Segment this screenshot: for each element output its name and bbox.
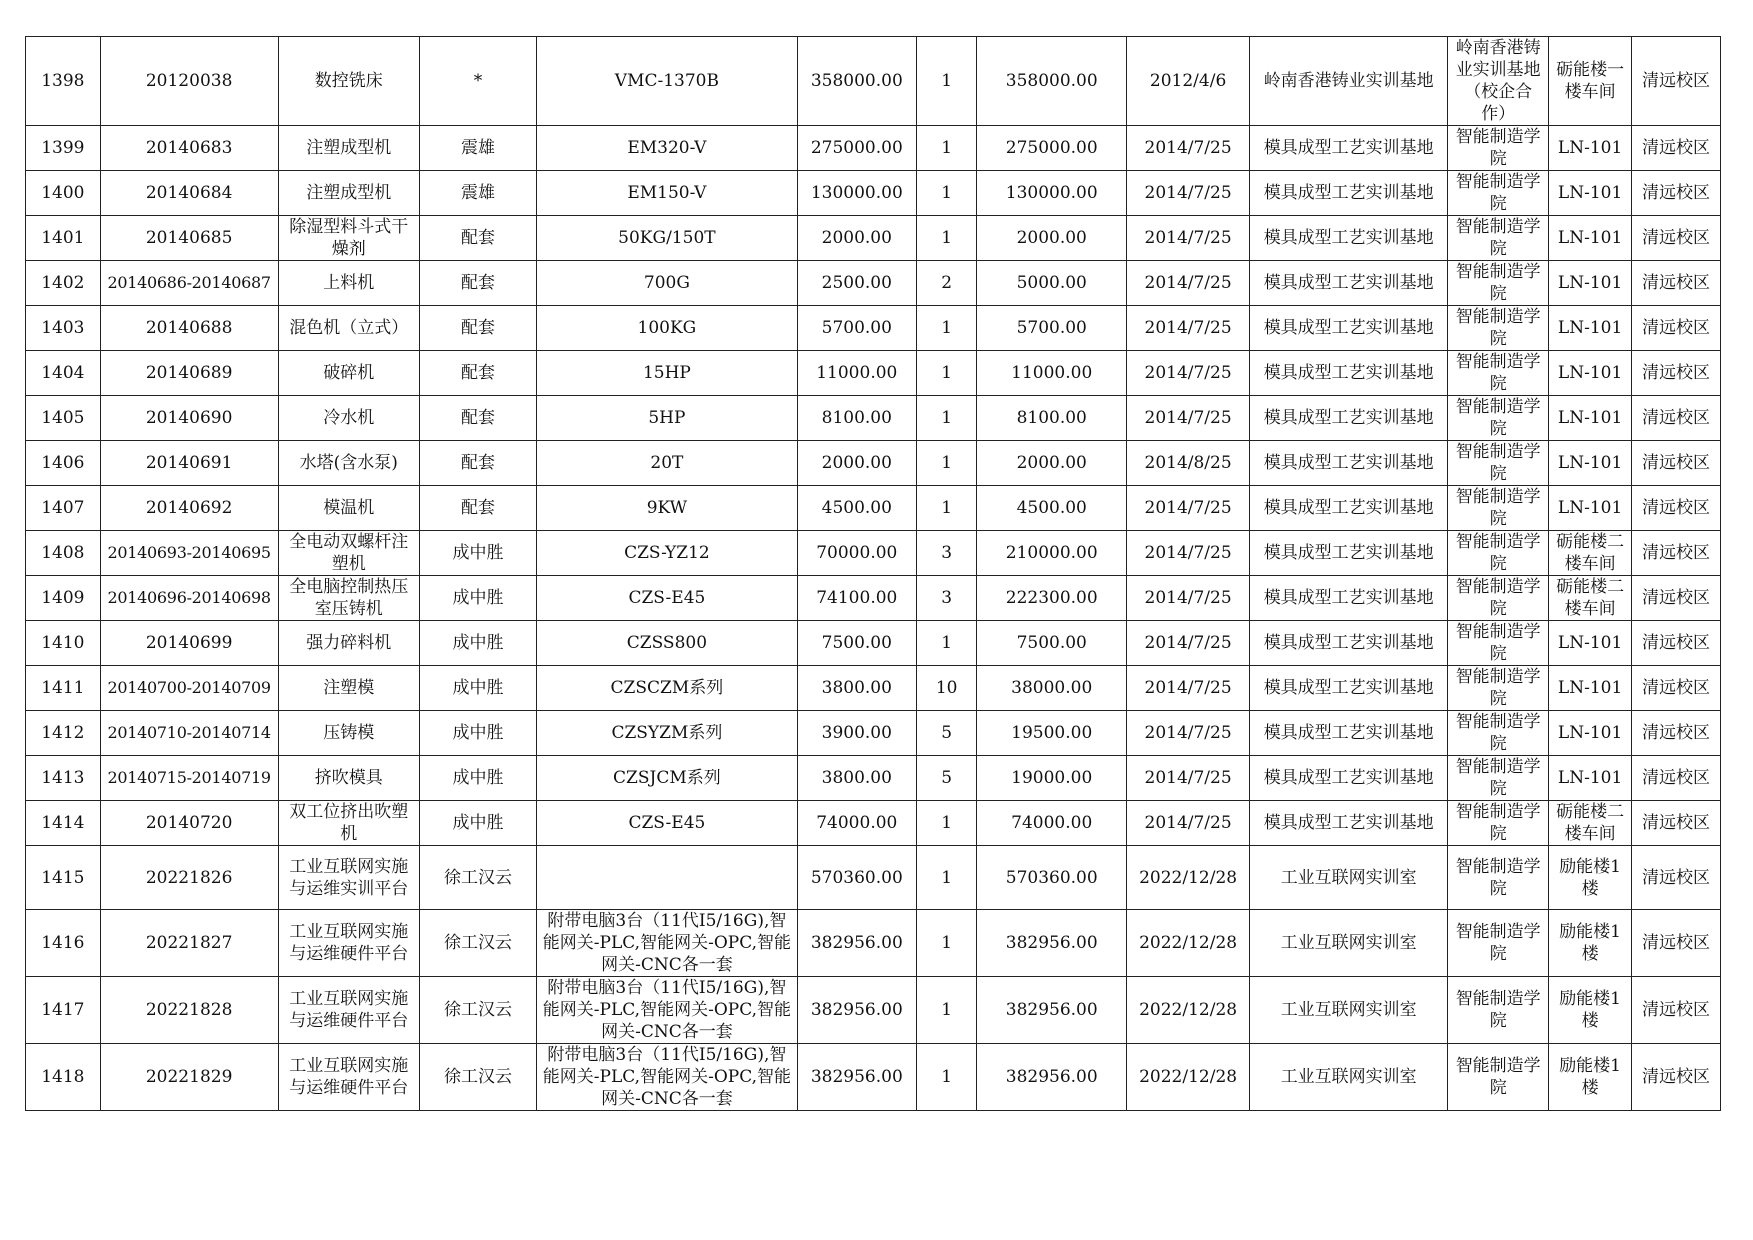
table-row xyxy=(26,261,1721,306)
cell-name: 注塑成型机 xyxy=(278,171,419,216)
cell-total: 382956.00 xyxy=(977,977,1126,1044)
cell-brand: 配套 xyxy=(419,216,536,261)
cell-unit-price: 2000.00 xyxy=(797,216,916,261)
cell-qty: 1 xyxy=(916,441,977,486)
cell-date: 2014/8/25 xyxy=(1126,441,1249,486)
cell-location: LN-101 xyxy=(1549,261,1632,306)
cell-asset-no: 20140685 xyxy=(100,216,278,261)
cell-total: 275000.00 xyxy=(977,126,1126,171)
cell-model: 5HP xyxy=(537,396,798,441)
cell-asset-no: 20221827 xyxy=(100,910,278,977)
cell-unit-price: 5700.00 xyxy=(797,306,916,351)
cell-brand: 震雄 xyxy=(419,126,536,171)
table-row xyxy=(26,441,1721,486)
cell-name: 全电脑控制热压室压铸机 xyxy=(278,576,419,621)
cell-total: 4500.00 xyxy=(977,486,1126,531)
cell-campus: 清远校区 xyxy=(1632,171,1721,216)
cell-name: 工业互联网实施与运维实训平台 xyxy=(278,846,419,910)
cell-brand: 徐工汉云 xyxy=(419,1044,536,1111)
cell-name: 挤吹模具 xyxy=(278,756,419,801)
cell-unit-price: 382956.00 xyxy=(797,977,916,1044)
cell-date: 2014/7/25 xyxy=(1126,666,1249,711)
cell-brand: 徐工汉云 xyxy=(419,846,536,910)
cell-total: 210000.00 xyxy=(977,531,1126,576)
cell-campus: 清远校区 xyxy=(1632,216,1721,261)
cell-lab: 工业互联网实训室 xyxy=(1250,910,1448,977)
cell-date: 2022/12/28 xyxy=(1126,1044,1249,1111)
cell-total: 570360.00 xyxy=(977,846,1126,910)
cell-dept: 智能制造学院 xyxy=(1448,666,1549,711)
cell-seq: 1415 xyxy=(26,846,101,910)
cell-total: 7500.00 xyxy=(977,621,1126,666)
cell-unit-price: 382956.00 xyxy=(797,910,916,977)
cell-seq: 1409 xyxy=(26,576,101,621)
cell-total: 74000.00 xyxy=(977,801,1126,846)
cell-location: LN-101 xyxy=(1549,396,1632,441)
cell-asset-no: 20140689 xyxy=(100,351,278,396)
cell-dept: 智能制造学院 xyxy=(1448,711,1549,756)
cell-brand: 成中胜 xyxy=(419,756,536,801)
cell-seq: 1403 xyxy=(26,306,101,351)
cell-unit-price: 358000.00 xyxy=(797,37,916,126)
cell-qty: 1 xyxy=(916,37,977,126)
cell-qty: 1 xyxy=(916,306,977,351)
cell-model: 9KW xyxy=(537,486,798,531)
cell-dept: 智能制造学院 xyxy=(1448,351,1549,396)
cell-dept: 智能制造学院 xyxy=(1448,171,1549,216)
cell-total: 222300.00 xyxy=(977,576,1126,621)
cell-dept: 智能制造学院 xyxy=(1448,1044,1549,1111)
cell-location: 励能楼1楼 xyxy=(1549,1044,1632,1111)
cell-brand: 徐工汉云 xyxy=(419,910,536,977)
table-row xyxy=(26,756,1721,801)
cell-campus: 清远校区 xyxy=(1632,621,1721,666)
cell-location: LN-101 xyxy=(1549,306,1632,351)
cell-model: 700G xyxy=(537,261,798,306)
cell-seq: 1406 xyxy=(26,441,101,486)
cell-seq: 1414 xyxy=(26,801,101,846)
cell-location: LN-101 xyxy=(1549,216,1632,261)
cell-campus: 清远校区 xyxy=(1632,846,1721,910)
cell-qty: 5 xyxy=(916,711,977,756)
cell-model: 15HP xyxy=(537,351,798,396)
cell-lab: 模具成型工艺实训基地 xyxy=(1250,396,1448,441)
cell-model: 20T xyxy=(537,441,798,486)
cell-date: 2014/7/25 xyxy=(1126,621,1249,666)
cell-lab: 模具成型工艺实训基地 xyxy=(1250,171,1448,216)
cell-unit-price: 570360.00 xyxy=(797,846,916,910)
cell-campus: 清远校区 xyxy=(1632,801,1721,846)
cell-asset-no: 20140720 xyxy=(100,801,278,846)
cell-name: 工业互联网实施与运维硬件平台 xyxy=(278,910,419,977)
table-row xyxy=(26,977,1721,1044)
cell-date: 2014/7/25 xyxy=(1126,351,1249,396)
cell-name: 全电动双螺杆注塑机 xyxy=(278,531,419,576)
cell-unit-price: 3800.00 xyxy=(797,666,916,711)
cell-lab: 模具成型工艺实训基地 xyxy=(1250,666,1448,711)
cell-brand: 配套 xyxy=(419,441,536,486)
cell-model: EM150-V xyxy=(537,171,798,216)
cell-model: CZSJCM系列 xyxy=(537,756,798,801)
cell-model: CZSS800 xyxy=(537,621,798,666)
cell-lab: 模具成型工艺实训基地 xyxy=(1250,261,1448,306)
cell-date: 2014/7/25 xyxy=(1126,126,1249,171)
cell-brand: 成中胜 xyxy=(419,621,536,666)
cell-brand: 徐工汉云 xyxy=(419,977,536,1044)
cell-qty: 2 xyxy=(916,261,977,306)
table-row xyxy=(26,531,1721,576)
cell-seq: 1412 xyxy=(26,711,101,756)
cell-location: 砺能楼二楼车间 xyxy=(1549,531,1632,576)
cell-name: 注塑模 xyxy=(278,666,419,711)
cell-seq: 1410 xyxy=(26,621,101,666)
cell-unit-price: 130000.00 xyxy=(797,171,916,216)
cell-qty: 3 xyxy=(916,531,977,576)
cell-lab: 模具成型工艺实训基地 xyxy=(1250,351,1448,396)
cell-lab: 模具成型工艺实训基地 xyxy=(1250,531,1448,576)
cell-asset-no: 20140691 xyxy=(100,441,278,486)
cell-brand: 成中胜 xyxy=(419,801,536,846)
cell-total: 19000.00 xyxy=(977,756,1126,801)
cell-name: 水塔(含水泵) xyxy=(278,441,419,486)
cell-campus: 清远校区 xyxy=(1632,486,1721,531)
cell-asset-no: 20140690 xyxy=(100,396,278,441)
cell-brand: 成中胜 xyxy=(419,531,536,576)
cell-campus: 清远校区 xyxy=(1632,711,1721,756)
cell-total: 11000.00 xyxy=(977,351,1126,396)
cell-model: CZS-YZ12 xyxy=(537,531,798,576)
cell-model: CZSCZM系列 xyxy=(537,666,798,711)
cell-unit-price: 7500.00 xyxy=(797,621,916,666)
cell-seq: 1416 xyxy=(26,910,101,977)
cell-seq: 1407 xyxy=(26,486,101,531)
cell-total: 5700.00 xyxy=(977,306,1126,351)
cell-location: 砺能楼二楼车间 xyxy=(1549,576,1632,621)
cell-asset-no: 20140696-20140698 xyxy=(100,576,278,621)
cell-brand: 配套 xyxy=(419,396,536,441)
cell-lab: 模具成型工艺实训基地 xyxy=(1250,801,1448,846)
cell-lab: 模具成型工艺实训基地 xyxy=(1250,711,1448,756)
cell-campus: 清远校区 xyxy=(1632,396,1721,441)
cell-unit-price: 275000.00 xyxy=(797,126,916,171)
cell-location: 励能楼1楼 xyxy=(1549,910,1632,977)
cell-total: 358000.00 xyxy=(977,37,1126,126)
table-row xyxy=(26,801,1721,846)
cell-qty: 1 xyxy=(916,351,977,396)
cell-lab: 模具成型工艺实训基地 xyxy=(1250,756,1448,801)
cell-campus: 清远校区 xyxy=(1632,1044,1721,1111)
cell-date: 2014/7/25 xyxy=(1126,261,1249,306)
cell-dept: 智能制造学院 xyxy=(1448,441,1549,486)
cell-asset-no: 20140693-20140695 xyxy=(100,531,278,576)
cell-unit-price: 11000.00 xyxy=(797,351,916,396)
cell-dept: 智能制造学院 xyxy=(1448,846,1549,910)
cell-name: 工业互联网实施与运维硬件平台 xyxy=(278,1044,419,1111)
cell-total: 5000.00 xyxy=(977,261,1126,306)
cell-qty: 3 xyxy=(916,576,977,621)
cell-campus: 清远校区 xyxy=(1632,126,1721,171)
cell-asset-no: 20140700-20140709 xyxy=(100,666,278,711)
cell-dept: 智能制造学院 xyxy=(1448,216,1549,261)
cell-seq: 1417 xyxy=(26,977,101,1044)
cell-qty: 1 xyxy=(916,910,977,977)
table-row xyxy=(26,576,1721,621)
cell-dept: 智能制造学院 xyxy=(1448,576,1549,621)
cell-asset-no: 20221829 xyxy=(100,1044,278,1111)
cell-asset-no: 20221826 xyxy=(100,846,278,910)
cell-location: 励能楼1楼 xyxy=(1549,846,1632,910)
table-row xyxy=(26,396,1721,441)
table-row xyxy=(26,846,1721,910)
cell-qty: 1 xyxy=(916,126,977,171)
cell-lab: 模具成型工艺实训基地 xyxy=(1250,621,1448,666)
cell-name: 压铸模 xyxy=(278,711,419,756)
cell-seq: 1418 xyxy=(26,1044,101,1111)
cell-campus: 清远校区 xyxy=(1632,977,1721,1044)
cell-lab: 岭南香港铸业实训基地 xyxy=(1250,37,1448,126)
table-row xyxy=(26,126,1721,171)
table-row xyxy=(26,37,1721,126)
cell-total: 2000.00 xyxy=(977,441,1126,486)
cell-campus: 清远校区 xyxy=(1632,351,1721,396)
table-row xyxy=(26,666,1721,711)
cell-brand: 配套 xyxy=(419,306,536,351)
cell-qty: 1 xyxy=(916,1044,977,1111)
cell-location: LN-101 xyxy=(1549,711,1632,756)
cell-model: CZSYZM系列 xyxy=(537,711,798,756)
cell-date: 2012/4/6 xyxy=(1126,37,1249,126)
cell-lab: 工业互联网实训室 xyxy=(1250,1044,1448,1111)
cell-seq: 1400 xyxy=(26,171,101,216)
cell-unit-price: 74100.00 xyxy=(797,576,916,621)
cell-qty: 1 xyxy=(916,621,977,666)
cell-total: 38000.00 xyxy=(977,666,1126,711)
cell-lab: 模具成型工艺实训基地 xyxy=(1250,306,1448,351)
cell-model: 附带电脑3台（11代I5/16G),智能网关-PLC,智能网关-OPC,智能网关-CNC各一套 xyxy=(537,977,798,1044)
cell-name: 冷水机 xyxy=(278,396,419,441)
cell-name: 除湿型料斗式干燥剂 xyxy=(278,216,419,261)
cell-asset-no: 20140684 xyxy=(100,171,278,216)
cell-model: EM320-V xyxy=(537,126,798,171)
table-row xyxy=(26,486,1721,531)
cell-total: 382956.00 xyxy=(977,1044,1126,1111)
cell-asset-no: 20120038 xyxy=(100,37,278,126)
cell-asset-no: 20140686-20140687 xyxy=(100,261,278,306)
cell-brand: 配套 xyxy=(419,261,536,306)
cell-model: 100KG xyxy=(537,306,798,351)
cell-dept: 岭南香港铸业实训基地（校企合作） xyxy=(1448,37,1549,126)
cell-dept: 智能制造学院 xyxy=(1448,621,1549,666)
cell-date: 2014/7/25 xyxy=(1126,486,1249,531)
cell-model: CZS-E45 xyxy=(537,576,798,621)
cell-name: 混色机（立式） xyxy=(278,306,419,351)
cell-unit-price: 3800.00 xyxy=(797,756,916,801)
cell-date: 2014/7/25 xyxy=(1126,306,1249,351)
cell-asset-no: 20140688 xyxy=(100,306,278,351)
cell-lab: 模具成型工艺实训基地 xyxy=(1250,126,1448,171)
cell-name: 模温机 xyxy=(278,486,419,531)
cell-unit-price: 70000.00 xyxy=(797,531,916,576)
cell-model: CZS-E45 xyxy=(537,801,798,846)
cell-campus: 清远校区 xyxy=(1632,37,1721,126)
cell-seq: 1401 xyxy=(26,216,101,261)
cell-lab: 工业互联网实训室 xyxy=(1250,846,1448,910)
cell-location: LN-101 xyxy=(1549,171,1632,216)
cell-name: 注塑成型机 xyxy=(278,126,419,171)
cell-qty: 10 xyxy=(916,666,977,711)
cell-dept: 智能制造学院 xyxy=(1448,756,1549,801)
cell-lab: 模具成型工艺实训基地 xyxy=(1250,441,1448,486)
cell-lab: 工业互联网实训室 xyxy=(1250,977,1448,1044)
cell-location: LN-101 xyxy=(1549,126,1632,171)
table-row xyxy=(26,621,1721,666)
cell-seq: 1399 xyxy=(26,126,101,171)
cell-seq: 1408 xyxy=(26,531,101,576)
cell-name: 数控铣床 xyxy=(278,37,419,126)
cell-name: 工业互联网实施与运维硬件平台 xyxy=(278,977,419,1044)
cell-asset-no: 20140710-20140714 xyxy=(100,711,278,756)
cell-location: LN-101 xyxy=(1549,486,1632,531)
table-row xyxy=(26,216,1721,261)
cell-date: 2022/12/28 xyxy=(1126,846,1249,910)
cell-unit-price: 2000.00 xyxy=(797,441,916,486)
cell-campus: 清远校区 xyxy=(1632,666,1721,711)
cell-qty: 1 xyxy=(916,801,977,846)
cell-seq: 1398 xyxy=(26,37,101,126)
cell-brand: 成中胜 xyxy=(419,666,536,711)
cell-total: 382956.00 xyxy=(977,910,1126,977)
cell-location: LN-101 xyxy=(1549,351,1632,396)
cell-unit-price: 382956.00 xyxy=(797,1044,916,1111)
cell-lab: 模具成型工艺实训基地 xyxy=(1250,216,1448,261)
cell-asset-no: 20221828 xyxy=(100,977,278,1044)
cell-seq: 1404 xyxy=(26,351,101,396)
cell-campus: 清远校区 xyxy=(1632,910,1721,977)
cell-model: 50KG/150T xyxy=(537,216,798,261)
cell-campus: 清远校区 xyxy=(1632,531,1721,576)
cell-dept: 智能制造学院 xyxy=(1448,306,1549,351)
cell-location: LN-101 xyxy=(1549,756,1632,801)
cell-date: 2014/7/25 xyxy=(1126,801,1249,846)
cell-qty: 1 xyxy=(916,846,977,910)
cell-dept: 智能制造学院 xyxy=(1448,396,1549,441)
cell-unit-price: 2500.00 xyxy=(797,261,916,306)
cell-lab: 模具成型工艺实训基地 xyxy=(1250,576,1448,621)
table-row xyxy=(26,711,1721,756)
cell-campus: 清远校区 xyxy=(1632,306,1721,351)
cell-name: 上料机 xyxy=(278,261,419,306)
cell-unit-price: 4500.00 xyxy=(797,486,916,531)
cell-name: 双工位挤出吹塑机 xyxy=(278,801,419,846)
cell-seq: 1411 xyxy=(26,666,101,711)
cell-unit-price: 3900.00 xyxy=(797,711,916,756)
cell-dept: 智能制造学院 xyxy=(1448,531,1549,576)
cell-qty: 1 xyxy=(916,396,977,441)
table-row xyxy=(26,1044,1721,1111)
cell-date: 2014/7/25 xyxy=(1126,216,1249,261)
cell-seq: 1402 xyxy=(26,261,101,306)
cell-total: 19500.00 xyxy=(977,711,1126,756)
cell-model: 附带电脑3台（11代I5/16G),智能网关-PLC,智能网关-OPC,智能网关-CNC各一套 xyxy=(537,910,798,977)
cell-dept: 智能制造学院 xyxy=(1448,801,1549,846)
cell-brand: 成中胜 xyxy=(419,711,536,756)
cell-dept: 智能制造学院 xyxy=(1448,261,1549,306)
cell-campus: 清远校区 xyxy=(1632,576,1721,621)
cell-name: 破碎机 xyxy=(278,351,419,396)
cell-brand: * xyxy=(419,37,536,126)
cell-asset-no: 20140699 xyxy=(100,621,278,666)
cell-brand: 配套 xyxy=(419,486,536,531)
cell-brand: 震雄 xyxy=(419,171,536,216)
table-row xyxy=(26,306,1721,351)
cell-dept: 智能制造学院 xyxy=(1448,126,1549,171)
cell-qty: 1 xyxy=(916,171,977,216)
cell-seq: 1405 xyxy=(26,396,101,441)
cell-unit-price: 8100.00 xyxy=(797,396,916,441)
cell-campus: 清远校区 xyxy=(1632,261,1721,306)
cell-location: 励能楼1楼 xyxy=(1549,977,1632,1044)
cell-location: 砺能楼二楼车间 xyxy=(1549,801,1632,846)
cell-location: LN-101 xyxy=(1549,441,1632,486)
cell-date: 2014/7/25 xyxy=(1126,711,1249,756)
cell-brand: 配套 xyxy=(419,351,536,396)
cell-qty: 1 xyxy=(916,216,977,261)
cell-unit-price: 74000.00 xyxy=(797,801,916,846)
asset-table xyxy=(25,36,1721,1111)
cell-seq: 1413 xyxy=(26,756,101,801)
cell-name: 强力碎料机 xyxy=(278,621,419,666)
cell-location: LN-101 xyxy=(1549,666,1632,711)
cell-dept: 智能制造学院 xyxy=(1448,486,1549,531)
cell-model: 附带电脑3台（11代I5/16G),智能网关-PLC,智能网关-OPC,智能网关-CNC各一套 xyxy=(537,1044,798,1111)
cell-date: 2014/7/25 xyxy=(1126,171,1249,216)
cell-qty: 1 xyxy=(916,977,977,1044)
cell-total: 130000.00 xyxy=(977,171,1126,216)
cell-total: 2000.00 xyxy=(977,216,1126,261)
cell-brand: 成中胜 xyxy=(419,576,536,621)
cell-asset-no: 20140715-20140719 xyxy=(100,756,278,801)
cell-date: 2014/7/25 xyxy=(1126,756,1249,801)
cell-lab: 模具成型工艺实训基地 xyxy=(1250,486,1448,531)
cell-campus: 清远校区 xyxy=(1632,756,1721,801)
table-row xyxy=(26,910,1721,977)
table-body xyxy=(26,37,1721,1111)
cell-date: 2014/7/25 xyxy=(1126,576,1249,621)
cell-date: 2022/12/28 xyxy=(1126,977,1249,1044)
cell-model: VMC-1370B xyxy=(537,37,798,126)
cell-asset-no: 20140683 xyxy=(100,126,278,171)
cell-dept: 智能制造学院 xyxy=(1448,977,1549,1044)
cell-location: 砺能楼一楼车间 xyxy=(1549,37,1632,126)
cell-asset-no: 20140692 xyxy=(100,486,278,531)
cell-model xyxy=(537,846,798,910)
cell-qty: 5 xyxy=(916,756,977,801)
cell-date: 2014/7/25 xyxy=(1126,396,1249,441)
cell-campus: 清远校区 xyxy=(1632,441,1721,486)
table-row xyxy=(26,351,1721,396)
cell-total: 8100.00 xyxy=(977,396,1126,441)
cell-dept: 智能制造学院 xyxy=(1448,910,1549,977)
cell-qty: 1 xyxy=(916,486,977,531)
table-row xyxy=(26,171,1721,216)
cell-date: 2022/12/28 xyxy=(1126,910,1249,977)
cell-location: LN-101 xyxy=(1549,621,1632,666)
cell-date: 2014/7/25 xyxy=(1126,531,1249,576)
